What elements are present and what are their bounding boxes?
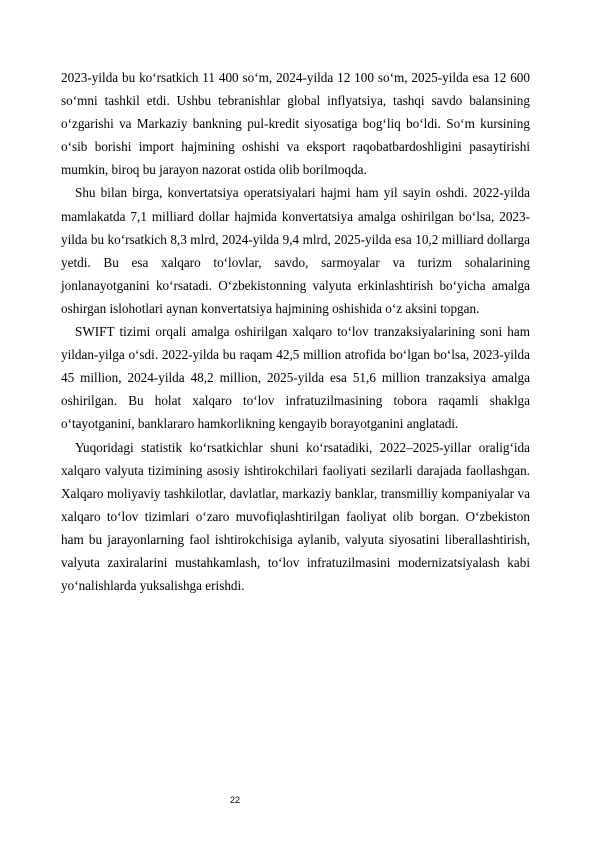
page-number: 22 <box>229 795 240 805</box>
paragraph: Yuqoridagi statistik ko‘rsatkichlar shuni ko‘rsatadiki, 2022–2025-yillar oralig‘ida xalqaro valyuta tizimining asosiy ishtirokchilari faoliyati sezilarli darajada faollashgan. Xalqaro moliyaviy tashkilotlar, davlatlar, markaziy banklar, transmilliy kompaniyalar va xalqaro to‘lov tizimlari o‘zaro muvofiqlashtirilgan faoliyat olib borgan. O‘zbekiston ham bu jarayonlarning faol ishtirokchisiga aylanib, valyuta siyosatini liberallashtirish, valyuta zaxiralarini mustahkamlash, to‘lov infratuzilmasini modernizatsiyalash kabi yo‘nalishlarda yuksalishga erishdi. <box>61 439 530 594</box>
paragraph: 2023-yilda bu ko‘rsatkich 11 400 so‘m, 2024-yilda 12 100 so‘m, 2025-yilda esa 12 600 so‘mni tashkil etdi. Ushbu tebranishlar global inflyatsiya, tashqi savdo balansining o‘zgarishi va Markaziy bankning pul-kredit siyosatiga bog‘liq bo‘ldi. So‘m kursining o‘sib borishi import hajmining oshishi va eksport raqobatbardoshligini pasaytirishi mumkin, biroq bu jarayon nazorat ostida olib borilmoqda. <box>61 70 530 178</box>
paragraph: Shu bilan birga, konvertatsiya operatsiyalari hajmi ham yil sayin oshdi. 2022-yilda mamlakatda 7,1 milliard dollar hajmida konvertatsiya amalga oshirilgan bo‘lsa, 2023-yilda bu ko‘rsatkich 8,3 mlrd, 2024-yilda 9,4 mlrd, 2025-yilda esa 10,2 milliard dollarga yetdi. Bu esa xalqaro to‘lovlar, savdo, sarmoyalar va turizm sohalarining jonlanayotganini ko‘rsatadi. O‘zbekistonning valyuta erkinlashtirish bo‘yicha amalga oshirgan islohotlari aynan konvertatsiya hajmining oshishida o‘z aksini topgan. <box>61 185 530 316</box>
paragraph: SWIFT tizimi orqali amalga oshirilgan xalqaro to‘lov tranzaksiyalarining soni ham yildan-yilga o‘sdi. 2022-yilda bu raqam 42,5 million atrofida bo‘lgan bo‘lsa, 2023-yilda 45 million, 2024-yilda 48,2 million, 2025-yilda esa 51,6 million tranzaksiya amalga oshirilgan. Bu holat xalqaro to‘lov infratuzilmasining tobora raqamli shaklga o‘tayotganini, banklararo hamkorlikning kengayib borayotganini anglatadi. <box>61 324 530 432</box>
body-text <box>61 66 530 597</box>
